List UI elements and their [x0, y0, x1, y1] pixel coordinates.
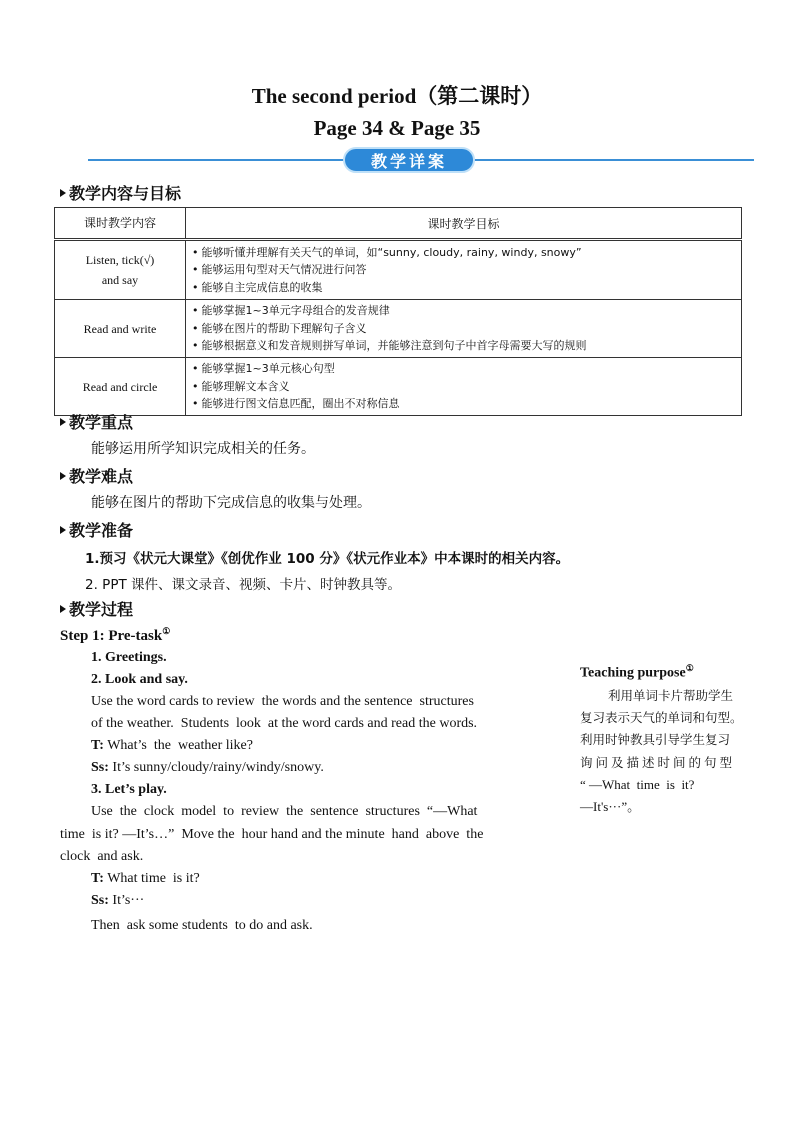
step1-look-say-line1: Use the word cards to review the words and the sentence structures — [91, 694, 474, 709]
step1-look-say-line2: of the weather. Students look at the word cards and read the words. — [91, 716, 478, 731]
section-process: 教学过程 — [60, 597, 133, 620]
step1-then-line: Then ask some students to do and ask. — [91, 918, 313, 933]
goal-item: • 能够理解文本含义 — [192, 378, 735, 396]
goal-item: • 能够掌握1~3单元核心句型 — [192, 360, 735, 378]
goal-item: • 能够掌握1~3单元字母组合的发音规律 — [192, 302, 735, 320]
step1-title: Step 1: Pre-task① — [60, 626, 171, 644]
key-points-text: 能够运用所学知识完成相关的任务。 — [91, 441, 315, 457]
step1-play-line2: time is it? —It’s…” Move the hour hand and the minute hand above the — [60, 827, 484, 842]
step1-look-say-title: 2. Look and say. — [91, 672, 188, 687]
teaching-purpose-title: Teaching purpose① — [580, 663, 694, 681]
section-key-points: 教学重点 — [60, 410, 133, 433]
teaching-purpose-line: 利用单词卡片帮助学生 — [608, 688, 734, 703]
step1-lets-play-title: 3. Let’s play. — [91, 782, 167, 797]
teaching-purpose-line: —It's···”。 — [580, 799, 641, 814]
table-cell-goals — [186, 358, 742, 416]
goal-item: • 能够自主完成信息的收集 — [192, 279, 735, 297]
teaching-purpose-line: 询问及描述时间的句型 — [580, 755, 736, 770]
banner-line-left — [88, 159, 344, 161]
page-title: The second period（第二课时） — [251, 84, 543, 108]
section-banner: 教学详案 — [343, 147, 475, 173]
preparation-item-1: 1.预习《状元大课堂》《创优作业 100 分》《状元作业本》中本课时的相关内容。 — [85, 551, 570, 567]
step1-play-line3: clock and ask. — [60, 849, 144, 864]
table-cell-content: Read and write — [55, 300, 186, 358]
table-cell-goals — [186, 300, 742, 358]
table-header-goals: 课时教学目标 — [186, 208, 742, 240]
page-subtitle: Page 34 & Page 35 — [313, 116, 481, 140]
difficulties-text: 能够在图片的帮助下完成信息的收集与处理。 — [91, 495, 371, 511]
dialog-line: Ss: It’s··· — [91, 893, 145, 908]
dialog-line: T: What time is it? — [91, 871, 200, 886]
triangle-bullet-icon — [60, 605, 66, 613]
section-content-goals: 教学内容与目标 — [60, 181, 181, 204]
table-row — [55, 240, 742, 300]
triangle-bullet-icon — [60, 526, 66, 534]
objectives-table — [54, 207, 742, 416]
teaching-purpose-line: 利用时钟教具引导学生复习 — [580, 732, 731, 747]
table-cell-content: Read and circle — [55, 358, 186, 416]
goal-item: • 能够在图片的帮助下理解句子含义 — [192, 320, 735, 338]
table-header-row — [55, 208, 742, 240]
step1-play-line1: Use the clock model to review the sentence structures “—What — [91, 804, 478, 819]
step1-greetings: 1. Greetings. — [91, 650, 167, 665]
triangle-bullet-icon — [60, 472, 66, 480]
dialog-line: T: What’s the weather like? — [91, 738, 253, 753]
banner-line-right — [474, 159, 754, 161]
table-row — [55, 300, 742, 358]
goal-item: • 能够运用句型对天气情况进行问答 — [192, 261, 735, 279]
table-cell-goals — [186, 240, 742, 300]
goal-item: • 能够根据意义和发音规则拼写单词，并能够注意到句子中首字母需要大写的规则 — [192, 337, 735, 355]
table-row — [55, 358, 742, 416]
goal-item: • 能够进行图文信息匹配，圈出不对称信息 — [192, 395, 735, 413]
teaching-purpose-line: 复习表示天气的单词和句型。 — [580, 710, 743, 725]
teaching-purpose-line: “ —What time is it? — [580, 777, 695, 792]
section-difficulties: 教学难点 — [60, 464, 133, 487]
section-preparation: 教学准备 — [60, 518, 133, 541]
triangle-bullet-icon — [60, 189, 66, 197]
preparation-item-2: 2. PPT 课件、课文录音、视频、卡片、时钟教具等。 — [85, 577, 401, 593]
footnote-mark: ① — [162, 626, 171, 636]
triangle-bullet-icon — [60, 418, 66, 426]
table-cell-content: Listen, tick(√) and say — [55, 240, 186, 300]
dialog-line: Ss: It’s sunny/cloudy/rainy/windy/snowy. — [91, 760, 324, 775]
goal-item: • 能够听懂并理解有关天气的单词，如“sunny, cloudy, rainy, windy, snowy” — [192, 244, 735, 262]
table-header-content: 课时教学内容 — [55, 208, 186, 240]
